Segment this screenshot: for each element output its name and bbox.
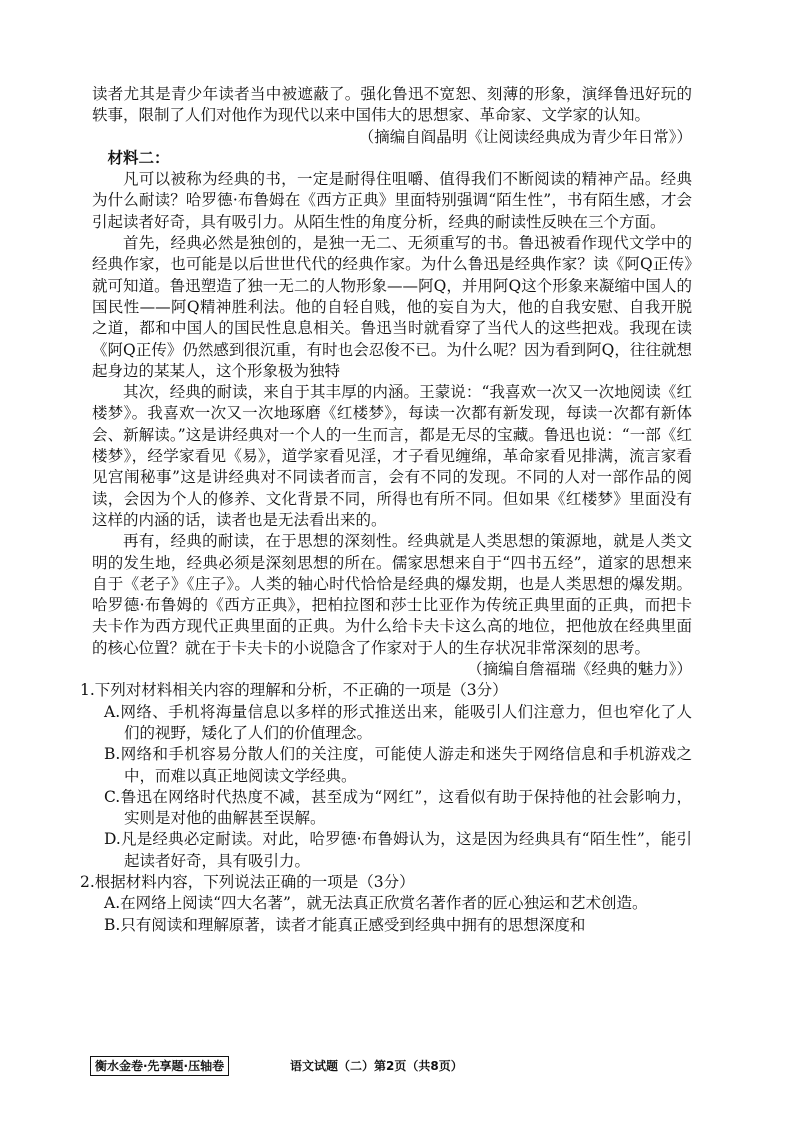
question-1-option-b: B.网络和手机容易分散人们的关注度，可能使人游走和迷失于网络信息和手机游戏之中，而难以真正地阅读文学经典。 [104, 745, 692, 785]
question-1-option-d: D.凡是经典必定耐读。对此，哈罗德·布鲁姆认为，这是因为经典具有“陌生性”，能引起读者好奇，具有吸引力。 [104, 830, 692, 870]
question-1-option-a: A.网络、手机将海量信息以多样的形式推送出来，能吸引人们注意力，但也窄化了人们的视野，矮化了人们的价值理念。 [104, 702, 692, 742]
material2-paragraph-3: 其次，经典的耐读，来自于其丰厚的内涵。王蒙说：“我喜欢一次又一次地阅读《红楼梦》。我喜欢一次又一次地琢磨《红楼梦》，每读一次都有新发现，每读一次都有新体会、新解读。”这是讲经典对一个人的一生而言，都是无尽的宝藏。鲁迅也说：“一部《红楼梦》，经学家看见《易》，道学家看见淫，才子看见缠绵，革命家看见排满，流言家看见宫闱秘事”这是讲经典对不同读者而言，会有不同的发现。不同的人对一部作品的阅读，会因为个人的修养、文化背景不同，所得也有所不同。但如果《红楼梦》里面没有这样的内涵的话，读者也是无法看出来的。 [92, 383, 692, 529]
question-2-option-a: A.在网络上阅读“四大名著”，就无法真正欣赏名著作者的匠心独运和艺术创造。 [104, 894, 648, 913]
material2-heading: 材料二： [107, 148, 170, 167]
question-2-option-b: B.只有阅读和理解原著，读者才能真正感受到经典中拥有的思想深度和 [104, 915, 586, 934]
question-1-option-c: C.鲁迅在网络时代热度不减，甚至成为“网红”，这看似有助于保持他的社会影响力，实则是对他的曲解甚至误解。 [104, 787, 692, 828]
material1-source: （摘编自阎晶明《让阅读经典成为青少年日常》） [358, 127, 692, 146]
question-2-stem: 2.根据材料内容，下列说法正确的一项是（3分） [80, 872, 415, 891]
question-2 [80, 872, 692, 936]
material2-paragraph-4: 再有，经典的耐读，在于思想的深刻性。经典就是人类思想的策源地，就是人类文明的发生地，经典必须是深刻思想的所在。儒家思想来自于“四书五经”，道家的思想来自于《老子》《庄子》。人类的轴心时代恰恰是经典的爆发期，也是人类思想的爆发期。哈罗德·布鲁姆的《西方正典》，把柏拉图和莎士比亚作为传统正典里面的正典，而把卡夫卡作为西方现代正典里面的正典。为什么给卡夫卡这么高的地位，把他放在经典里面的核心位置？就在于卡夫卡的小说隐含了作家对于人的生存状况非常深刻的思考。 [92, 532, 692, 657]
question-1-stem: 1.下列对材料相关内容的理解和分析，不正确的一项是（3分） [80, 681, 508, 700]
page-number-label: 语文试题（二）第2页（共8页） [290, 1059, 463, 1073]
series-label-box: 衡水金卷·先享题·压轴卷 [90, 1056, 229, 1076]
question-1 [80, 680, 692, 872]
material2-paragraph-1: 凡可以被称为经典的书，一定是耐得住咀嚼、值得我们不断阅读的精神产品。经典为什么耐读？哈罗德·布鲁姆在《西方正典》里面特别强调“陌生性”，书有陌生感，才会引起读者好奇，具有吸引力。从陌生性的角度分析，经典的耐读性反映在三个方面。 [92, 170, 692, 231]
page-content [80, 84, 692, 936]
material2-paragraph-2: 首先，经典必然是独创的，是独一无二、无须重写的书。鲁迅被看作现代文学中的经典作家，也可能是以后世世代代的经典作家。为什么鲁迅是经典作家？读《阿Q正传》就可知道。鲁迅塑造了独一无二的人物形象——阿Q，并用阿Q这个形象来凝缩中国人的国民性——阿Q精神胜利法。他的自轻自贱，他的妄自为大，他的自我安慰、自我开脱之道，都和中国人的国民性息息相关。鲁迅当时就看穿了当代人的这些把戏。我现在读《阿Q正传》仍然感到很沉重，有时也会忍俊不已。为什么呢？因为看到阿Q，往往就想起身边的某某人，这个形象极为独特 [92, 234, 692, 380]
page-footer [90, 1056, 700, 1076]
material2-source: （摘编自詹福瑞《经典的魅力》） [467, 660, 692, 679]
material1-tail-paragraph: 读者尤其是青少年读者当中被遮蔽了。强化鲁迅不宽恕、刻薄的形象，演绎鲁迅好玩的轶事，限制了人们对他作为现代以来中国伟大的思想家、革命家、文学家的认知。 [92, 85, 692, 125]
